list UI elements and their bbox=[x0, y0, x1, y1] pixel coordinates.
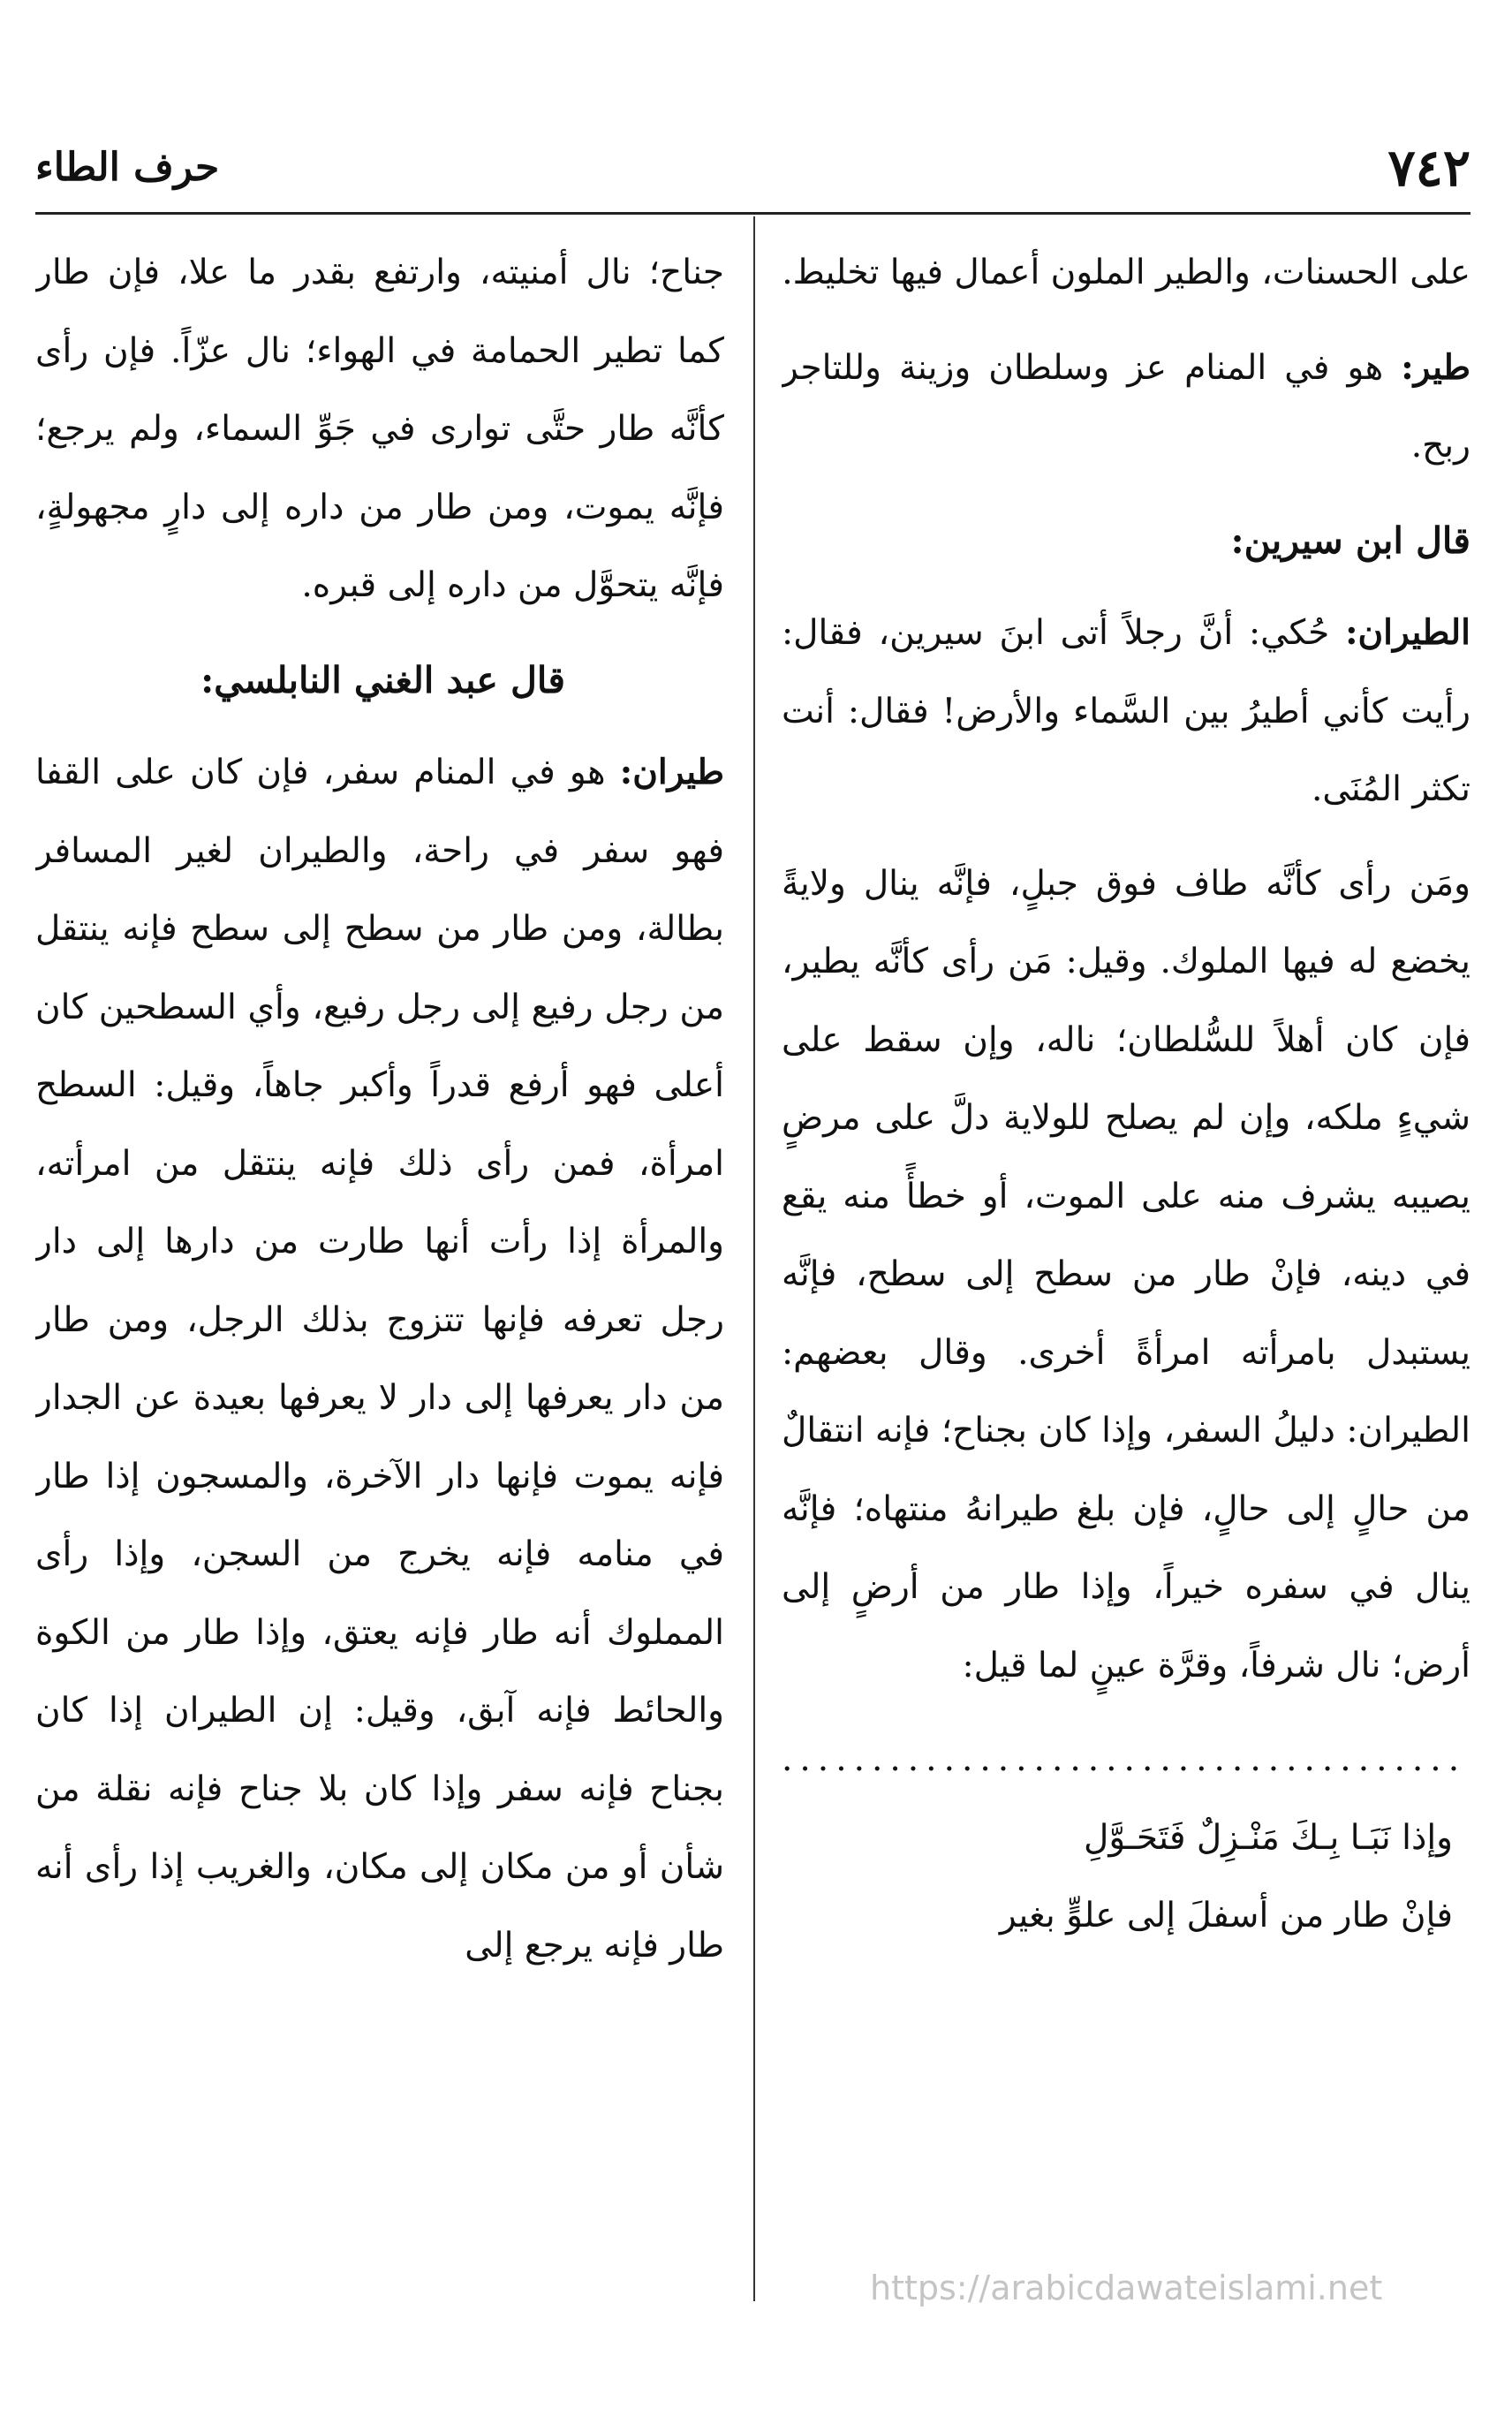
right-column bbox=[782, 234, 1470, 1956]
paragraph: على الحسنات، والطير الملون أعمال فيها تخليط. bbox=[782, 253, 1470, 292]
watermark-url: https://arabicdawateislami.net bbox=[870, 2269, 1383, 2307]
entry-headword: الطيران: bbox=[1345, 612, 1470, 653]
paragraph bbox=[782, 329, 1470, 486]
entry-text: حُكي: أنَّ رجلاً أتى ابنَ سيرين، فقال: رأيت كأني أطيرُ بين السَّماء والأرض! فقال: أنت تكثر المُنَى. bbox=[782, 613, 1470, 809]
entry-headword: طيران: bbox=[619, 752, 724, 792]
entry-headword: طير: bbox=[1401, 346, 1470, 388]
column-divider bbox=[753, 216, 755, 2301]
page-number: ٧٤٢ bbox=[1387, 138, 1470, 198]
page-header bbox=[35, 133, 1470, 203]
paragraph: ومَن رأى كأنَّه طاف فوق جبلٍ، فإنَّه ينال ولايةً يخضع له فيها الملوك. وقيل: مَن رأى كأنَّه يطير، فإن كان أهلاً للسُّلطان؛ ناله، وإن سقط على شيءٍ ملكه، وإن لم يصلح للولاية دلَّ على مرضٍ يصيبه يشرف منه على الموت، أو خطأً منه يقع في دينه، فإنْ طار من سطح إلى سطح، فإنَّه يستبدل بامرأته امرأةً أخرى. وقال بعضهم: الطيران: دليلُ السفر، وإذا كان بجناح؛ فإنه انتقالٌ من حالٍ إلى حالٍ، فإن بلغ طيرانهُ منتهاه؛ فإنَّه ينال في سفره خيراً، وإذا طار من أرضٍ إلى أرض؛ نال شرفاً، وقرَّة عينٍ لما قيل: bbox=[782, 863, 1470, 1685]
dotted-separator: ...................................... bbox=[782, 1739, 1467, 1779]
paragraph bbox=[782, 594, 1470, 829]
poetry-verse: وإذا نَبَـا بِـكَ مَنْـزِلٌ فَتَحَـوَّلِ bbox=[1084, 1817, 1453, 1858]
section-heading: قال عبد الغني النابلسي: bbox=[200, 658, 565, 701]
header-rule bbox=[35, 212, 1470, 215]
section-heading: قال ابن سيرين: bbox=[1230, 519, 1470, 562]
running-title: حرف الطاء bbox=[35, 145, 220, 190]
paragraph: فإنْ طار من أسفلَ إلى علوٍّ بغير bbox=[999, 1896, 1453, 1935]
entry-text: هو في المنام سفر، فإن كان على القفا فهو سفر في راحة، والطيران لغير المسافر بطالة، ومن طار من سطح إلى سطح فإنه ينتقل من رجل رفيع إلى رجل رفيع، وأي السطحين كان أعلى فهو أرفع قدراً وأكبر جاهاً، وقيل: السطح امرأة، فمن رأى ذلك فإنه ينتقل من امرأته، والمرأة إذا رأت أنها طارت من دارها إلى دار رجل تعرفه فإنها تتزوج بذلك الرجل، ومن طار من دار يعرفها إلى دار لا يعرفها بعيدة عن الجدار فإنه يموت فإنها دار الآخرة، والمسجون إذا طار في منامه فإنه يخرج من السجن، وإذا رأى المملوك أنه طار فإنه يعتق، وإذا طار من الكوة والحائط فإنه آبق، وقيل: إن الطيران إذا كان بجناح فإنه سفر وإذا كان بلا جناح فإنه نقلة من شأن أو من مكان إلى مكان، والغريب إذا رأى أنه طار فإنه يرجع إلى bbox=[35, 753, 724, 1966]
entry-text: هو في المنام عز وسلطان وزينة وللتاجر ربح. bbox=[782, 347, 1470, 466]
paragraph: جناح؛ نال أمنيته، وارتفع بقدر ما علا، فإن طار كما تطير الحمامة في الهواء؛ نال عزّاً. فإن رأى كأنَّه طار حتَّى توارى في جَوِّ السماء، ولم يرجع؛ فإنَّه يموت، ومن طار من داره إلى دارٍ مجهولةٍ، فإنَّه يتحوَّل من داره إلى قبره. bbox=[35, 253, 724, 605]
left-column bbox=[35, 234, 724, 2001]
paragraph bbox=[35, 733, 724, 1985]
